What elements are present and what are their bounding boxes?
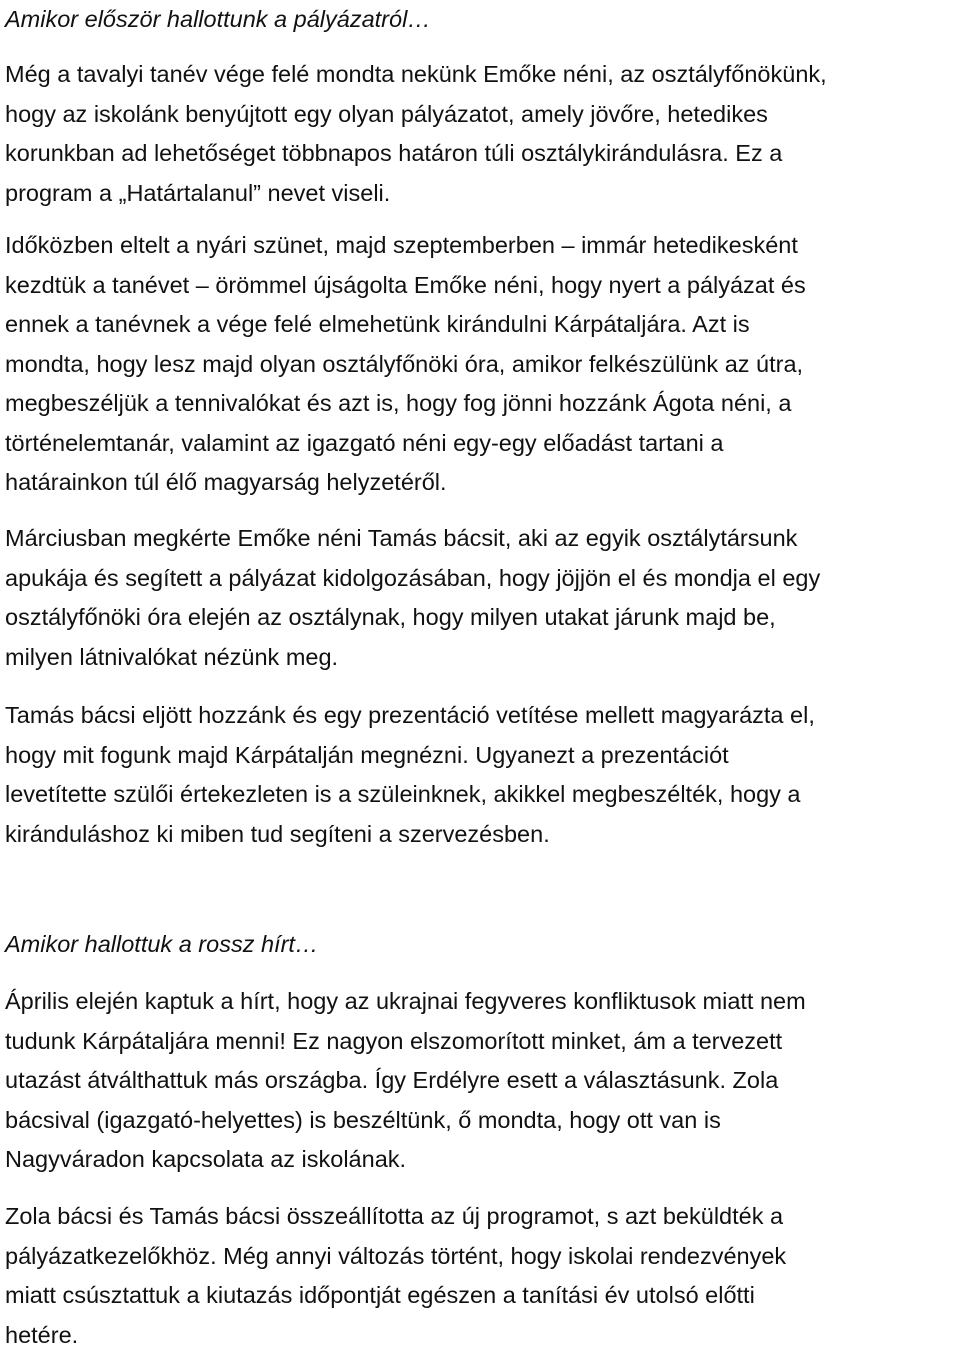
text-line: Márciusban megkérte Emőke néni Tamás bácsit, aki az egyik osztálytársunk	[5, 519, 820, 559]
text-line: Április elején kaptuk a hírt, hogy az ukrajnai fegyveres konfliktusok miatt nem	[5, 982, 806, 1022]
text-line: osztályfőnöki óra elején az osztálynak, hogy milyen utakat járunk majd be,	[5, 598, 820, 638]
text-line: kezdtük a tanévet – örömmel újságolta Emőke néni, hogy nyert a pályázat és	[5, 266, 806, 306]
text-line: Nagyváradon kapcsolata az iskolának.	[5, 1140, 806, 1180]
text-line: Még a tavalyi tanév vége felé mondta nekünk Emőke néni, az osztályfőnökünk,	[5, 55, 827, 95]
text-line: korunkban ad lehetőséget többnapos határon túli osztálykirándulásra. Ez a	[5, 134, 827, 174]
paragraph-presentation	[5, 696, 815, 854]
text-line: megbeszéljük a tennivalókat és azt is, hogy fog jönni hozzánk Ágota néni, a	[5, 384, 806, 424]
text-line: tudunk Kárpátaljára menni! Ez nagyon elszomorított minket, ám a tervezett	[5, 1022, 806, 1062]
paragraph-application-intro	[5, 55, 827, 213]
text-line: történelemtanár, valamint az igazgató néni egy-egy előadást tartani a	[5, 424, 806, 464]
text-line: határainkon túl élő magyarság helyzetéről.	[5, 463, 806, 503]
text-line: mondta, hogy lesz majd olyan osztályfőnöki óra, amikor felkészülünk az útra,	[5, 345, 806, 385]
text-line: milyen látnivalókat nézünk meg.	[5, 638, 820, 678]
text-line: pályázatkezelőkhöz. Még annyi változás történt, hogy iskolai rendezvények	[5, 1237, 786, 1277]
text-line: Tamás bácsi eljött hozzánk és egy prezentáció vetítése mellett magyarázta el,	[5, 696, 815, 736]
text-line: Zola bácsi és Tamás bácsi összeállította az új programot, s azt beküldték a	[5, 1197, 786, 1237]
text-line: miatt csúsztattuk a kiutazás időpontját egészen a tanítási év utolsó előtti	[5, 1276, 786, 1316]
text-line: ennek a tanévnek a vége felé elmehetünk kirándulni Kárpátaljára. Azt is	[5, 305, 806, 345]
text-line: Időközben eltelt a nyári szünet, majd szeptemberben – immár hetedikesként	[5, 226, 806, 266]
section-heading-bad-news: Amikor hallottuk a rossz hírt…	[5, 928, 318, 960]
text-line: apukája és segített a pályázat kidolgozásában, hogy jöjjön el és mondja el egy	[5, 559, 820, 599]
text-line: utazást átválthattuk más országba. Így Erdélyre esett a választásunk. Zola	[5, 1061, 806, 1101]
paragraph-application-won	[5, 226, 806, 503]
paragraph-new-program	[5, 1197, 786, 1355]
text-line: kiránduláshoz ki miben tud segíteni a szervezésben.	[5, 815, 815, 855]
text-line: bácsival (igazgató-helyettes) is beszéltünk, ő mondta, hogy ott van is	[5, 1101, 806, 1141]
text-line: hogy az iskolánk benyújtott egy olyan pályázatot, amely jövőre, hetedikes	[5, 95, 827, 135]
text-line: levetítette szülői értekezleten is a szüleinknek, akikkel megbeszélték, hogy a	[5, 775, 815, 815]
section-heading-first-heard: Amikor először hallottunk a pályázatról…	[5, 3, 431, 35]
text-line: hogy mit fogunk majd Kárpátalján megnézni. Ugyanezt a prezentációt	[5, 736, 815, 776]
paragraph-march-meeting	[5, 519, 820, 677]
paragraph-bad-news	[5, 982, 806, 1180]
text-line: program a „Határtalanul” nevet viseli.	[5, 174, 827, 214]
text-line: hetére.	[5, 1316, 786, 1355]
